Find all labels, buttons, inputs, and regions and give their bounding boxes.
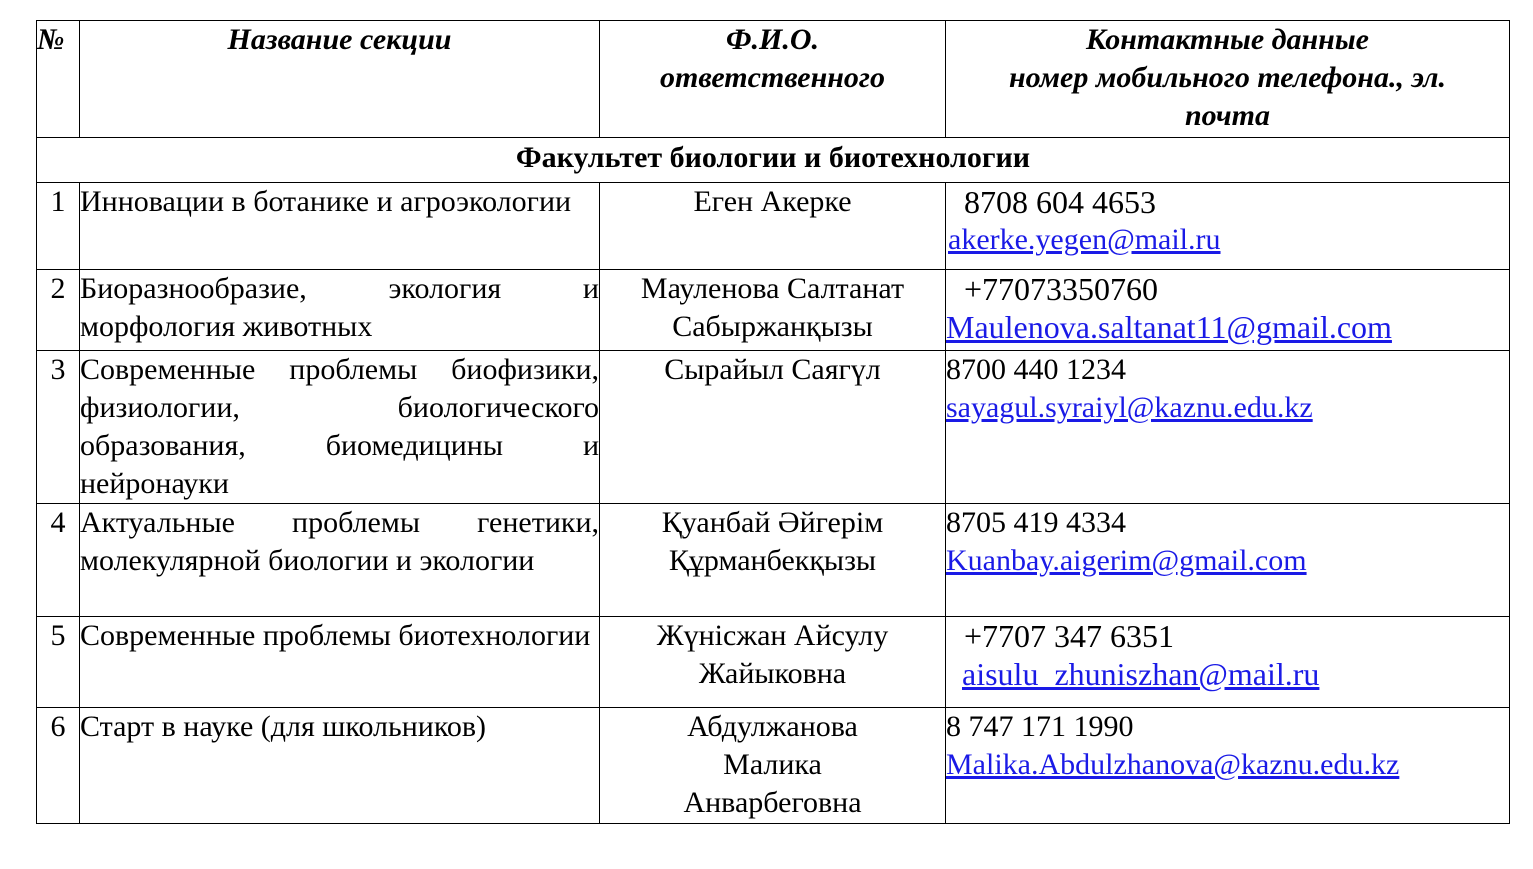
email-link[interactable]: Malika.Abdulzhanova@kaznu.edu.kz [946,748,1400,781]
header-contact-line2: номер мобильного телефона., эл. [1008,61,1447,94]
sections-table [36,20,1510,824]
header-section-name [80,21,600,138]
row-num: 2 [37,270,80,351]
fio-line: Жайыковна [698,657,847,690]
email-link[interactable]: Maulenova.saltanat11@gmail.com [946,309,1392,345]
header-section-name-text: Название секции [227,23,452,56]
fio-line: Жүнісжан Айсулу [656,619,889,652]
table-row [37,708,1510,824]
row-num: 1 [37,183,80,270]
responsible-name [600,351,946,504]
header-contact-line1: Контактные данные [1086,23,1369,56]
email-link[interactable]: aisulu_zhuniszhan@mail.ru [962,656,1320,692]
contact-cell [946,270,1510,351]
fio-line: Мауленова Салтанат [640,272,905,305]
contact-cell [946,351,1510,504]
fio-line: Малика [723,748,822,781]
fio-line: Қуанбай Әйгерім [661,506,884,539]
contact-cell [946,504,1510,617]
phone-number: +77073350760 [964,271,1159,307]
email-link[interactable]: Kuanbay.aigerim@gmail.com [946,544,1307,577]
fio-line: Құрманбекқызы [668,544,877,577]
fio-line: Сабыржанқызы [672,310,873,343]
section-name: Современные проблемы биотехнологии [80,617,600,708]
table-row [37,183,1510,270]
fio-line: Сырайыл Саягүл [664,353,881,386]
row-num: 5 [37,617,80,708]
header-contact-line3: почта [1185,99,1270,132]
table-row [37,351,1510,504]
header-num [37,21,80,138]
table-row [37,270,1510,351]
responsible-name [600,270,946,351]
faculty-row [37,138,1510,183]
row-num: 4 [37,504,80,617]
table-row [37,504,1510,617]
section-name: Актуальные проблемы генетики, молекулярной биологии и экологии [80,504,600,617]
fio-line: Анварбеговна [683,786,862,819]
header-fio [600,21,946,138]
contact-cell [946,183,1510,270]
section-name: Старт в науке (для школьников) [80,708,600,824]
row-num: 3 [37,351,80,504]
header-row [37,21,1510,138]
header-num-text: № [37,23,65,56]
responsible-name [600,617,946,708]
phone-number: +7707 347 6351 [964,618,1175,654]
table-row [37,617,1510,708]
contact-cell [946,708,1510,824]
contact-cell [946,617,1510,708]
header-contact [946,21,1510,138]
email-link[interactable]: akerke.yegen@mail.ru [948,223,1221,256]
header-fio-line2: ответственного [659,61,885,94]
phone-number: 8705 419 4334 [946,506,1126,539]
faculty-title: Факультет биологии и биотехнологии [37,138,1510,183]
email-link[interactable]: sayagul.syraiyl@kaznu.edu.kz [946,391,1313,424]
section-name: Инновации в ботанике и агроэкологии [80,183,600,270]
section-name: Биоразнообразие, экология и морфология животных [80,270,600,351]
header-fio-line1: Ф.И.О. [725,23,819,56]
responsible-name [600,708,946,824]
responsible-name [600,504,946,617]
phone-number: 8 747 171 1990 [946,710,1134,743]
row-num: 6 [37,708,80,824]
section-name: Современные проблемы биофизики, физиологии, биологического образования, биомедицины и нейронауки [80,351,600,504]
responsible-name [600,183,946,270]
fio-line: Еген Акерке [693,185,852,218]
phone-number: 8708 604 4653 [964,184,1156,220]
phone-number: 8700 440 1234 [946,353,1126,386]
fio-line: Абдулжанова [687,710,858,743]
